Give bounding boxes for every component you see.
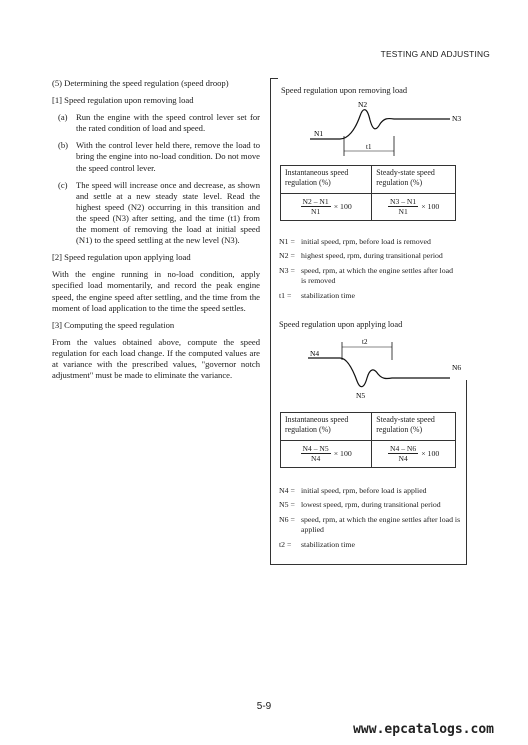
definition-row: N5 = lowest speed, rpm, during transitional period: [279, 500, 441, 510]
speed-curve: [310, 110, 450, 139]
speed-removing-load-graph: [300, 98, 470, 160]
left-column: [52, 78, 260, 387]
step-text: The speed will increase once and decrease, as shown and settle at a new steady state level. Read the highest speed (N2) occurring in this transition and the speed (N3) after setting, and the time (t1) from the moment of removing the load at initial speed (N1) to the speed settling at the new level (N3).: [76, 179, 260, 246]
step-label: (b): [58, 140, 69, 151]
definition-row: N2 = highest speed, rpm, during transitional period: [279, 251, 443, 261]
definition-row: t2 = stabilization time: [279, 539, 355, 549]
lower-title: Speed regulation upon applying load: [279, 320, 403, 329]
label-n2: N2: [358, 100, 368, 109]
step-text: With the control lever held there, remove the load to bring the engine into no-load condition. Do not move the speed control lever.: [76, 140, 260, 173]
multiplier: × 100: [421, 449, 440, 458]
formula-cell: [372, 440, 455, 467]
step-item: [52, 112, 260, 134]
fraction-denominator: N1: [398, 207, 408, 217]
bracket-line: [270, 564, 467, 565]
fraction-numerator: N2 – N1: [302, 197, 329, 207]
fraction-numerator: N3 – N1: [390, 197, 417, 207]
fraction-denominator: N1: [310, 207, 321, 217]
step-item: [52, 140, 260, 173]
watermark: www.epcatalogs.com: [353, 722, 494, 737]
definition-row: N6 = speed, rpm, at which the engine settles after load is applied: [279, 514, 461, 535]
speed-curve: [308, 358, 450, 387]
label-t2: t2: [362, 338, 368, 346]
multiplier: × 100: [333, 449, 352, 458]
formula-cell: [281, 193, 372, 220]
upper-definitions: [279, 237, 459, 305]
section-3-title: [3] Computing the speed regulation: [52, 319, 175, 330]
col-header-instantaneous: Instantaneous speed regulation (%): [281, 413, 372, 440]
label-n5: N5: [356, 391, 366, 400]
label-n4: N4: [310, 349, 320, 358]
col-header-steady: Steady-state speed regulation (%): [372, 413, 455, 440]
label-t1: t1: [366, 143, 372, 151]
fraction-numerator: N4 – N5: [302, 444, 329, 454]
step-text: Run the engine with the speed control lever set for the rated condition of load and speed.: [76, 112, 260, 134]
definition-row: t1 = stabilization time: [279, 290, 355, 300]
formula-cell: [281, 440, 372, 467]
lower-formula-table: [280, 412, 456, 468]
formula-cell: [372, 193, 455, 220]
label-n3: N3: [452, 114, 462, 123]
multiplier: × 100: [333, 202, 352, 211]
page-number: 5-9: [256, 701, 272, 712]
col-header-instantaneous: Instantaneous speed regulation (%): [281, 166, 372, 193]
definition-row: N1 = initial speed, rpm, before load is removed: [279, 237, 431, 246]
section-3-text: From the values obtained above, compute the speed regulation for each load change. If the computed values are at variance with the prescribed values, "governor notch adjustment" must be made to eliminate the variance.: [52, 336, 260, 381]
section-2-text: With the engine running in no-load condition, apply specified load momentarily, and record the peak engine speed, the engine speed after settling, and the time from the moment of load application to the time the speed settles.: [52, 269, 260, 313]
definition-row: N4 = initial speed, rpm, before load is applied: [279, 486, 427, 495]
label-n6: N6: [452, 363, 462, 372]
lower-definitions: [279, 486, 461, 554]
col-header-steady: Steady-state speed regulation (%): [372, 166, 455, 193]
fraction-numerator: N4 – N6: [390, 444, 417, 454]
section-2-title: [2] Speed regulation upon applying load: [52, 252, 191, 263]
main-heading: (5) Determining the speed regulation (speed droop): [52, 78, 229, 88]
fraction-denominator: N4: [310, 454, 321, 464]
step-label: (a): [58, 112, 68, 123]
label-n1: N1: [314, 129, 324, 138]
step-label: (c): [58, 179, 68, 190]
upper-title: Speed regulation upon removing load: [281, 86, 408, 95]
bracket-line: [466, 380, 467, 565]
section-header: TESTING AND ADJUSTING: [380, 49, 490, 59]
step-item: [52, 180, 260, 247]
bracket-line: [270, 78, 278, 79]
section-1-title: [1] Speed regulation upon removing load: [52, 95, 194, 106]
speed-applying-load-graph: [300, 334, 470, 402]
multiplier: × 100: [421, 202, 440, 211]
bracket-line: [270, 78, 271, 565]
upper-formula-table: [280, 165, 456, 221]
definition-row: N3 = speed, rpm, at which the engine settles after load is removed: [279, 265, 453, 286]
fraction-denominator: N4: [398, 454, 408, 464]
